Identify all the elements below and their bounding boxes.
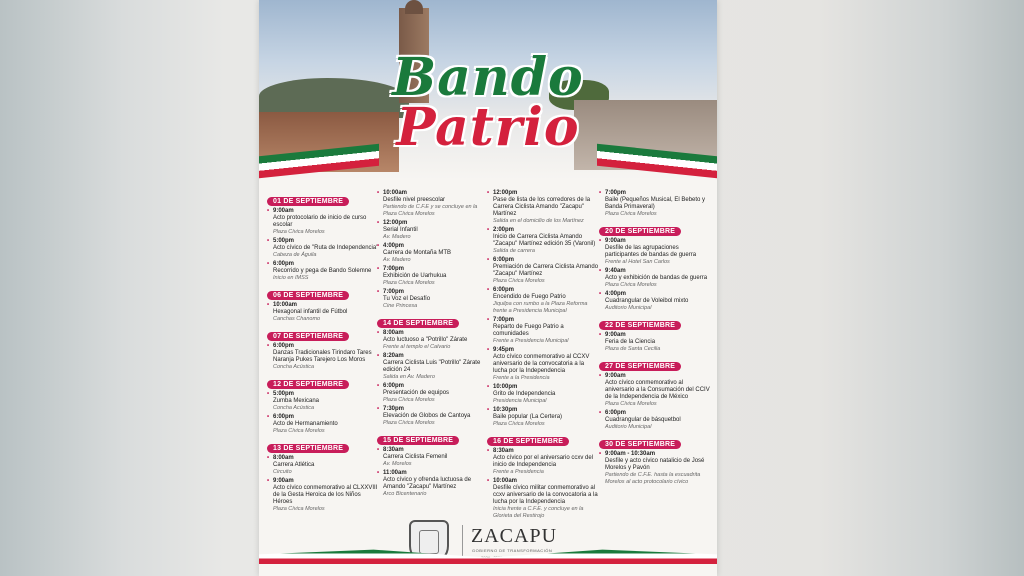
event-place: Partiendo de C.F.E. hasta la escuadrita Morelos al acto protocolario cívico xyxy=(605,472,701,485)
event-time: • 4:00pm xyxy=(383,243,489,250)
date-badge: 13 DE SEPTIEMBRE xyxy=(267,444,349,453)
event-time: • 9:00am xyxy=(273,478,379,485)
event-description: Tu Voz el Desafío xyxy=(383,296,431,302)
event-place: Frente al Hotel San Carlos xyxy=(605,259,670,265)
event-item xyxy=(487,317,599,345)
event-description: Acto cívico por el aniversario ccxv del inicio de Independencia xyxy=(493,455,594,468)
event-description: Inicio de Carrera Ciclista Amando "Zacapu" Martínez edición 35 (Varonil) xyxy=(493,234,596,247)
event-time: • 9:40am xyxy=(605,268,711,275)
event-place: Salida de carrera xyxy=(493,248,535,254)
event-item xyxy=(267,261,379,282)
event-item xyxy=(267,455,379,476)
event-item xyxy=(487,257,599,285)
event-place: Salida en el domicilio de los Martínez xyxy=(493,218,584,224)
event-time: • 8:00am xyxy=(383,330,489,337)
event-time: • 9:00am xyxy=(273,208,379,215)
event-time: • 10:30pm xyxy=(493,407,599,414)
event-time: • 12:00pm xyxy=(383,220,489,227)
event-description: Serial Infantil xyxy=(383,227,418,233)
event-place: Plaza Cívica Morelos xyxy=(273,506,325,512)
event-description: Acto cívico conmemorativo al CLXXVIII de la Gesta Heroica de los Niños Héroes xyxy=(273,485,378,505)
event-item xyxy=(377,470,489,498)
event-item xyxy=(599,238,711,266)
event-place: Jiquilpa con rumbo a la Plaza Reforma frente a Presidencia Municipal xyxy=(493,301,588,314)
event-item xyxy=(487,448,599,476)
event-description: Acto protocolario de inicio de curso escolar xyxy=(273,215,367,228)
event-place: Canchas Chanomo xyxy=(273,316,321,322)
event-item xyxy=(377,447,489,468)
event-description: Elevación de Globos de Cantoya xyxy=(383,413,471,419)
poster xyxy=(259,0,717,576)
event-description: Presentación de equipos xyxy=(383,390,450,396)
event-description: Exhibición de Uarhukua xyxy=(383,273,447,279)
footer-subtitle: GOBIERNO DE TRANSFORMACIÓN xyxy=(472,548,553,553)
event-place: Salida en Av. Madero xyxy=(383,374,435,380)
event-place: Plaza Cívica Morelos xyxy=(273,428,325,434)
event-place: Arco Bicentenario xyxy=(383,491,427,497)
event-description: Baile (Pequeños Musical, El Bebeto y Banda Primaveral) xyxy=(605,197,706,210)
event-item xyxy=(487,384,599,405)
date-badge: 06 DE SEPTIEMBRE xyxy=(267,291,349,300)
event-item xyxy=(377,406,489,427)
event-place: Inicia frente a C.F.E. y concluye en la Glorieta del Restirojo xyxy=(493,506,584,519)
event-description: Carrera Ciclista Luis "Potrillo" Zárate edición 24 xyxy=(383,360,481,373)
event-item xyxy=(377,289,489,310)
event-description: Acto de Hermanamiento xyxy=(273,421,338,427)
event-time: • 6:00pm xyxy=(273,343,379,350)
event-description: Hexagonal infantil de Fútbol xyxy=(273,309,348,315)
event-time: • 6:00pm xyxy=(605,410,711,417)
event-item xyxy=(487,347,599,382)
event-place: Partiendo de C.F.E y se concluye en la Plaza Cívica Morelos xyxy=(383,204,478,217)
date-badge: 01 DE SEPTIEMBRE xyxy=(267,197,349,206)
event-time: • 6:00pm xyxy=(273,261,379,268)
event-time: • 10:00am xyxy=(493,478,599,485)
schedule-column-3 xyxy=(487,190,599,522)
event-time: • 8:30am xyxy=(493,448,599,455)
footer-logo: ZACAPU xyxy=(471,525,558,547)
event-place: Av. Morelos xyxy=(383,461,412,467)
event-place: Plaza Cívica Morelos xyxy=(605,282,657,288)
schedule-column-4 xyxy=(599,190,711,488)
event-description: Cuadrangular de básquetbol xyxy=(605,417,681,423)
event-time: • 9:45pm xyxy=(493,347,599,354)
event-time: • 5:00pm xyxy=(273,238,379,245)
event-place: Plaza Cívica Morelos xyxy=(605,401,657,407)
event-place: Plaza Cívica Morelos xyxy=(383,420,435,426)
event-description: Acto luctuoso a "Potrillo" Zárate xyxy=(383,337,468,343)
event-description: Recorrido y pega de Bando Solemne xyxy=(273,268,372,274)
event-place: Frente al templo el Calvario xyxy=(383,344,451,350)
event-description: Carrera Ciclista Femenil xyxy=(383,454,448,460)
event-item xyxy=(599,410,711,431)
event-description: Acto y exhibición de bandas de guerra xyxy=(605,275,708,281)
event-item xyxy=(377,243,489,264)
event-time: • 9:00am xyxy=(605,373,711,380)
event-place: Frente a Presidencia Municipal xyxy=(493,338,569,344)
schedule-column-1 xyxy=(267,190,379,515)
event-item xyxy=(487,190,599,225)
event-time: • 6:00pm xyxy=(493,287,599,294)
event-description: Premiación de Carrera Ciclista Amando "Zacapu" Martínez xyxy=(493,264,599,277)
date-badge: 16 DE SEPTIEMBRE xyxy=(487,437,569,446)
event-time: • 10:00pm xyxy=(493,384,599,391)
event-description: Carrera de Montaña MTB xyxy=(383,250,452,256)
event-time: • 7:00pm xyxy=(383,289,489,296)
date-badge: 12 DE SEPTIEMBRE xyxy=(267,380,349,389)
schedule-column-2 xyxy=(377,190,489,500)
event-item xyxy=(267,302,379,323)
event-place: Plaza Cívica Morelos xyxy=(493,421,545,427)
event-time: • 9:00am xyxy=(605,332,711,339)
event-description: Acto cívico conmemorativo al aniversario a la Consumación del CCIV de la Independencia de México xyxy=(605,380,710,400)
event-description: Acto cívico conmemorativo al CCXV aniversario de la convocatoria a la lucha por la Independencia xyxy=(493,354,590,374)
event-place: Frente a la Presidencia xyxy=(493,375,550,381)
event-item xyxy=(487,287,599,315)
event-description: Cuadrangular de Voleibol mixto xyxy=(605,298,689,304)
event-description: Danzas Tradicionales Tirindaro Tares Naranja Pukes Tarejero Los Moros xyxy=(273,350,372,363)
event-description: Grito de Independencia xyxy=(493,391,556,397)
event-time: • 10:00am xyxy=(383,190,489,197)
event-description: Pase de lista de los corredores de la Carrera Ciclista Amando "Zacapu" Martínez xyxy=(493,197,591,217)
event-time: • 10:00am xyxy=(273,302,379,309)
event-time: • 6:00pm xyxy=(383,383,489,390)
event-time: • 9:00am xyxy=(605,238,711,245)
event-description: Desfile y acto cívico natalicio de José Morelos y Pavón xyxy=(605,458,705,471)
event-item xyxy=(377,383,489,404)
event-item xyxy=(267,238,379,259)
event-description: Desfile nivel preescolar xyxy=(383,197,446,203)
event-place: Inicio en IMSS xyxy=(273,275,309,281)
event-description: Zumba Mexicana xyxy=(273,398,320,404)
event-time: • 7:00pm xyxy=(493,317,599,324)
footer-divider xyxy=(462,525,463,557)
event-item xyxy=(377,353,489,381)
event-time: • 12:00pm xyxy=(493,190,599,197)
event-place: Av. Madero xyxy=(383,257,411,263)
date-badge: 14 DE SEPTIEMBRE xyxy=(377,319,459,328)
event-time: • 7:00pm xyxy=(605,190,711,197)
event-place: Concha Acústica xyxy=(273,364,315,370)
event-place: Plaza Cívica Morelos xyxy=(605,211,657,217)
event-place: Plaza Cívica Morelos xyxy=(493,278,545,284)
event-item xyxy=(267,208,379,236)
event-item xyxy=(377,190,489,218)
event-item xyxy=(267,414,379,435)
event-place: Circuito xyxy=(273,469,292,475)
event-time: • 6:00pm xyxy=(273,414,379,421)
event-description: Encendido de Fuego Patrio xyxy=(493,294,566,300)
event-place: Plaza Cívica Morelos xyxy=(383,397,435,403)
event-time: • 8:30am xyxy=(383,447,489,454)
event-place: Auditorio Municipal xyxy=(605,305,652,311)
event-time: • 6:00pm xyxy=(493,257,599,264)
event-item xyxy=(377,220,489,241)
event-time: • 7:00pm xyxy=(383,266,489,273)
footer xyxy=(259,515,717,576)
event-place: Cine Princesa xyxy=(383,303,418,309)
event-item xyxy=(267,343,379,371)
event-time: • 2:00pm xyxy=(493,227,599,234)
title-line-1: Bando xyxy=(392,47,584,108)
event-time: • 4:00pm xyxy=(605,291,711,298)
event-place: Frente a Presidencia xyxy=(493,469,544,475)
date-badge: 27 DE SEPTIEMBRE xyxy=(599,362,681,371)
event-description: Feria de la Ciencia xyxy=(605,339,656,345)
date-badge: 15 DE SEPTIEMBRE xyxy=(377,436,459,445)
date-badge: 20 DE SEPTIEMBRE xyxy=(599,227,681,236)
title-line-2: Patrio xyxy=(396,97,580,158)
event-time: • 11:00am xyxy=(383,470,489,477)
event-place: Auditorio Municipal xyxy=(605,424,652,430)
date-badge: 07 DE SEPTIEMBRE xyxy=(267,332,349,341)
event-description: Acto cívico y ofrenda luctuosa de Amando "Zacapu" Martínez xyxy=(383,477,472,490)
event-item xyxy=(377,330,489,351)
event-item xyxy=(487,407,599,428)
date-badge: 30 DE SEPTIEMBRE xyxy=(599,440,681,449)
event-item xyxy=(599,373,711,408)
event-item xyxy=(267,391,379,412)
event-place: Av. Madero xyxy=(383,234,411,240)
poster-title xyxy=(259,47,717,158)
event-item xyxy=(599,332,711,353)
event-place: Concha Acústica xyxy=(273,405,315,411)
event-item xyxy=(599,268,711,289)
event-item xyxy=(599,291,711,312)
event-item xyxy=(599,190,711,218)
event-description: Reparto de Fuego Patrio a comunidades xyxy=(493,324,564,337)
date-badge: 22 DE SEPTIEMBRE xyxy=(599,321,681,330)
event-place: Plaza de Santa Cecilia xyxy=(605,346,661,352)
event-description: Carrera Atlética xyxy=(273,462,315,468)
event-item xyxy=(487,478,599,520)
event-description: Desfile de las agrupaciones participantes de bandas de guerra xyxy=(605,245,697,258)
event-time: • 5:00pm xyxy=(273,391,379,398)
event-item xyxy=(487,227,599,255)
event-item xyxy=(267,478,379,513)
event-description: Acto cívico de "Ruta de Independencia" xyxy=(273,245,379,251)
event-item xyxy=(599,451,711,486)
event-time: • 8:20am xyxy=(383,353,489,360)
event-time: • 9:00am - 10:30am xyxy=(605,451,711,458)
event-time: • 8:00am xyxy=(273,455,379,462)
event-description: Desfile cívico militar conmemorativo al ccxv aniversario de la convocatoria a la lucha por la Independencia xyxy=(493,485,598,505)
event-time: • 7:30pm xyxy=(383,406,489,413)
event-place: Plaza Cívica Morelos xyxy=(383,280,435,286)
event-place: Cabeza de Águila xyxy=(273,252,317,258)
event-item xyxy=(377,266,489,287)
event-place: Plaza Cívica Morelos xyxy=(273,229,325,235)
event-place: Presidencia Municipal xyxy=(493,398,547,404)
event-description: Baile popular (La Certera) xyxy=(493,414,563,420)
schedule xyxy=(259,190,717,519)
